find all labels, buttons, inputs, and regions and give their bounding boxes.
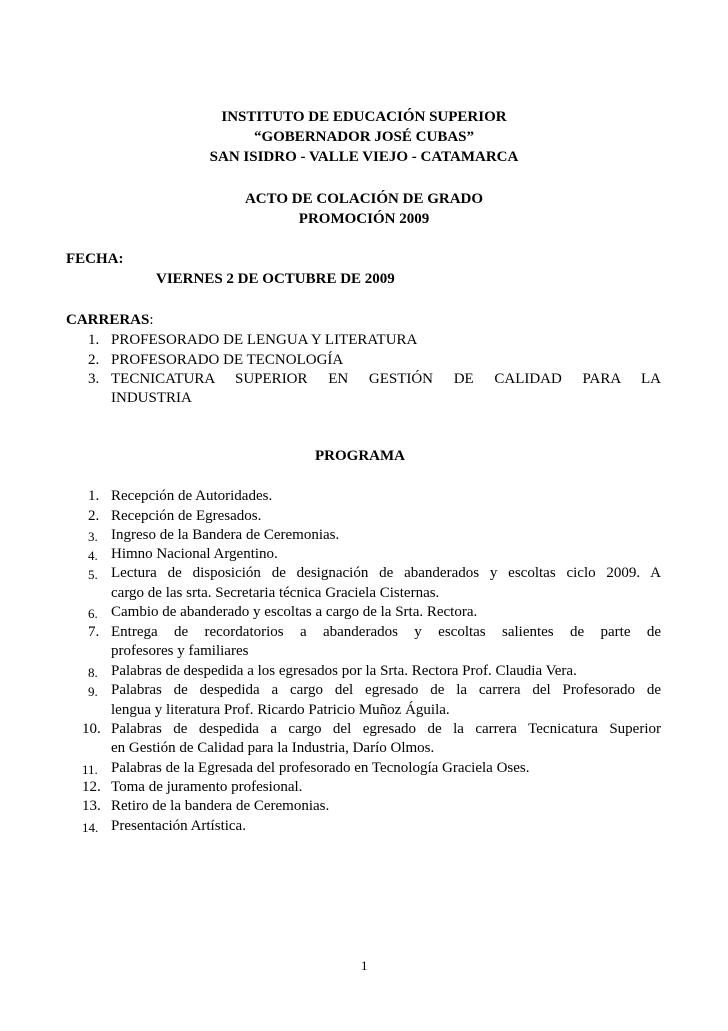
program-number: 14.	[82, 820, 99, 835]
promotion-year: PROMOCIÓN 2009	[298, 211, 430, 227]
program-number: 8.	[88, 665, 98, 680]
program-item: Lectura de disposición de designación de abanderados y escoltas ciclo 2009. A	[111, 565, 661, 581]
program-number: 1.	[88, 488, 100, 504]
program-number: 12.	[82, 779, 101, 795]
careers-colon: :	[149, 312, 154, 328]
institute-name: INSTITUTO DE EDUCACIÓN SUPERIOR	[221, 109, 507, 125]
program-item-continuation: profesores y familiares	[111, 643, 249, 659]
program-item: Palabras de la Egresada del profesorado en Tecnología Graciela Oses.	[111, 760, 530, 776]
program-item: Cambio de abanderado y escoltas a cargo de la Srta. Rectora.	[111, 604, 478, 620]
date-label: FECHA:	[66, 251, 124, 267]
program-item: Presentación Artística.	[111, 818, 246, 834]
program-number: 13.	[82, 798, 101, 814]
institute-patron: “GOBERNADOR JOSÉ CUBAS”	[253, 129, 475, 145]
program-item-continuation: lengua y literatura Prof. Ricardo Patricio Muñoz Águila.	[111, 702, 450, 718]
program-number: 2.	[88, 508, 100, 524]
program-number: 5.	[88, 567, 98, 582]
program-item: Entrega de recordatorios a abanderados y escoltas salientes de parte de	[111, 624, 661, 640]
program-item: Ingreso de la Bandera de Ceremonias.	[111, 527, 340, 543]
program-title: PROGRAMA	[315, 448, 405, 464]
program-number: 3.	[88, 529, 98, 544]
careers-label: CARRERAS	[66, 312, 150, 328]
program-number: 9.	[88, 684, 98, 699]
program-number: 7.	[88, 624, 100, 640]
career-item: PROFESORADO DE LENGUA Y LITERATURA	[111, 332, 418, 348]
program-item: Himno Nacional Argentino.	[111, 546, 278, 562]
program-item: Palabras de despedida a los egresados por la Srta. Rectora Prof. Claudia Vera.	[111, 663, 577, 679]
career-number: 2.	[88, 352, 100, 368]
program-item: Palabras de despedida a cargo del egresado de la carrera Tecnicatura Superior	[111, 721, 661, 737]
event-title: ACTO DE COLACIÓN DE GRADO	[244, 191, 484, 207]
date-value: VIERNES 2 DE OCTUBRE DE 2009	[156, 271, 395, 287]
program-item: Palabras de despedida a cargo del egresado de la carrera del Profesorado de	[111, 682, 661, 698]
program-item: Retiro de la bandera de Ceremonias.	[111, 798, 330, 814]
program-item-continuation: cargo de las srta. Secretaria técnica Graciela Cisternas.	[111, 585, 440, 601]
program-item: Recepción de Autoridades.	[111, 488, 273, 504]
career-item-continuation: INDUSTRIA	[111, 390, 192, 406]
program-item: Toma de juramento profesional.	[111, 779, 303, 795]
careers-heading	[66, 311, 154, 330]
program-number: 11.	[82, 762, 98, 777]
program-number: 10.	[82, 721, 101, 737]
institute-location: SAN ISIDRO - VALLE VIEJO - CATAMARCA	[209, 149, 519, 165]
career-item: PROFESORADO DE TECNOLOGÍA	[111, 352, 344, 368]
career-number: 1.	[88, 332, 100, 348]
program-number: 4.	[88, 548, 98, 563]
program-number: 6.	[88, 606, 98, 621]
page-number: 1	[361, 958, 368, 973]
career-number: 3.	[88, 371, 100, 387]
program-item: Recepción de Egresados.	[111, 508, 262, 524]
program-item-continuation: en Gestión de Calidad para la Industria, Darío Olmos.	[111, 740, 435, 756]
career-item: TECNICATURA SUPERIOR EN GESTIÓN DE CALIDAD PARA LA	[111, 371, 661, 387]
